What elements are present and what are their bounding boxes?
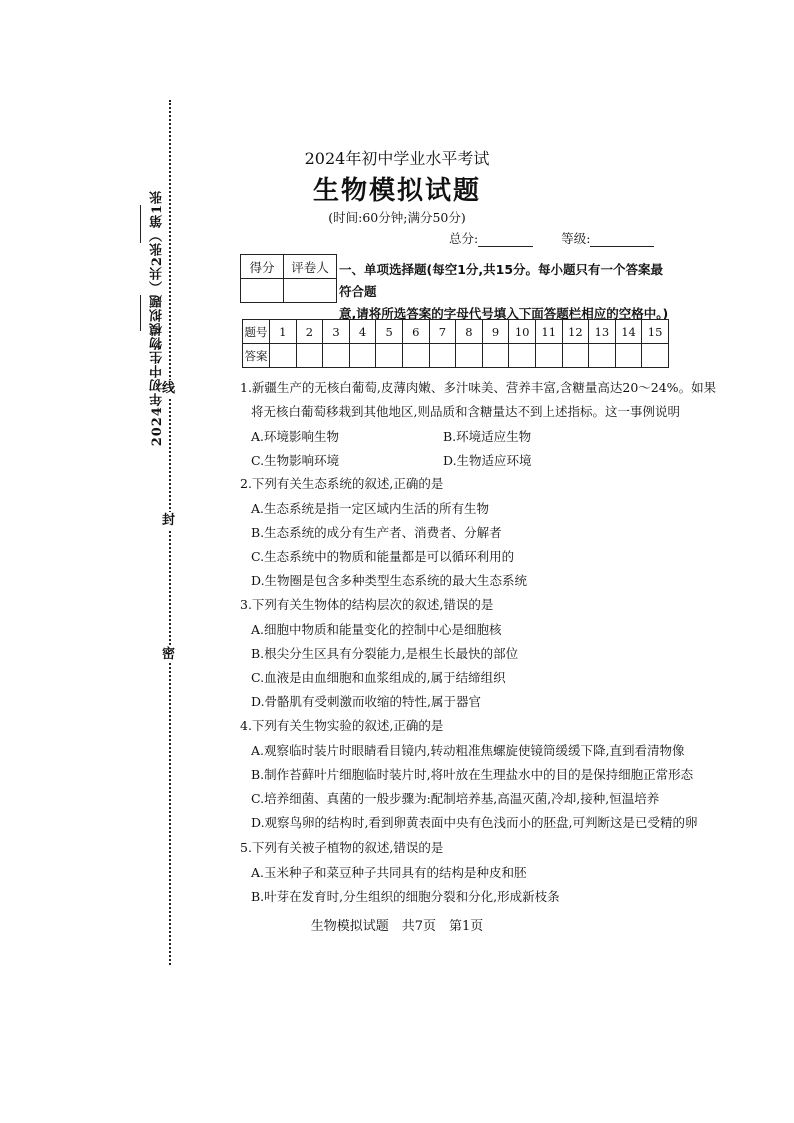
binding-blank-2	[140, 295, 142, 331]
q4-option-a: A.观察临时装片时眼睛看目镜内,转动粗准焦螺旋使镜筒缓缓下降,直到看清物像	[251, 743, 685, 758]
q1-option-c: C.生物影响环境	[251, 453, 340, 468]
exam-title: 2024年初中学业水平考试	[304, 149, 490, 168]
answer-cell[interactable]	[323, 344, 350, 368]
answer-cell[interactable]	[456, 344, 483, 368]
answer-cell[interactable]	[509, 344, 536, 368]
answer-cell[interactable]	[562, 344, 589, 368]
q4-option-c: C.培养细菌、真菌的一般步骤为:配制培养基,高温灭菌,冷却,接种,恒温培养	[251, 791, 660, 806]
q4-option-b: B.制作苔藓叶片细胞临时装片时,将叶放在生理盐水中的目的是保持细胞正常形态	[251, 767, 694, 782]
time-info: (时间:60分钟;满分50分)	[328, 210, 466, 225]
answer-cell[interactable]	[349, 344, 376, 368]
total-label: 总分:	[449, 231, 479, 246]
question-number-label: 题号	[243, 320, 270, 344]
q5-option-a: A.玉米种子和菜豆种子共同具有的结构是种皮和胚	[251, 865, 527, 880]
question-number-cell: 15	[642, 320, 669, 344]
reviewer-cell[interactable]	[284, 279, 337, 303]
question-number-cell: 12	[562, 320, 589, 344]
answer-row	[243, 344, 669, 368]
q3-option-c: C.血液是由血细胞和血浆组成的,属于结缔组织	[251, 670, 506, 685]
subject-title: 生物模拟试题	[312, 176, 481, 206]
question-number-cell: 10	[509, 320, 536, 344]
answer-cell[interactable]	[482, 344, 509, 368]
question-number-cell: 7	[429, 320, 456, 344]
question-number-cell: 3	[323, 320, 350, 344]
score-cell[interactable]	[241, 279, 284, 303]
question-number-cell: 14	[615, 320, 642, 344]
question-number-cell: 9	[482, 320, 509, 344]
q2-stem: 2.下列有关生态系统的叙述,正确的是	[240, 476, 444, 491]
q1-stem-line2: 将无核白葡萄移栽到其他地区,则品质和含糖量达不到上述指标。这一事例说明	[251, 404, 680, 419]
q3-option-b: B.根尖分生区具有分裂能力,是根生长最快的部位	[251, 646, 519, 661]
question-number-cell: 5	[376, 320, 403, 344]
q2-option-a: A.生态系统是指一定区域内生活的所有生物	[251, 501, 490, 516]
section1-heading-line2: 意,请将所选答案的字母代号填入下面答题栏相应的空格中。)	[339, 306, 669, 321]
q1-option-a: A.环境影响生物	[251, 429, 340, 444]
q5-stem: 5.下列有关被子植物的叙述,错误的是	[240, 840, 444, 855]
answer-label: 答案	[243, 344, 270, 368]
score-label: 得分	[241, 255, 284, 279]
q2-option-c: C.生态系统中的物质和能量都是可以循环利用的	[251, 549, 515, 564]
q3-option-d: D.骨骼肌有受刺激而收缩的特性,属于器官	[251, 694, 482, 709]
q1-stem-line1: 1.新疆生产的无核白葡萄,皮薄肉嫩、多汁味美、营养丰富,含糖量高达20～24%。如果	[240, 380, 717, 395]
q1-option-d: D.生物适应环境	[443, 453, 532, 468]
score-row	[449, 229, 654, 247]
answer-cell[interactable]	[429, 344, 456, 368]
question-number-row	[243, 320, 669, 344]
section1-heading-line1: 一、单项选择题(每空1分,共15分。每小题只有一个答案最符合题	[339, 262, 664, 299]
question-number-cell: 4	[349, 320, 376, 344]
answer-cell[interactable]	[402, 344, 429, 368]
seal-char-xian: 线	[162, 381, 176, 396]
q1-option-b: B.环境适应生物	[443, 429, 532, 444]
q2-option-d: D.生物圈是包含多种类型生态系统的最大生态系统	[251, 573, 528, 588]
q3-stem: 3.下列有关生物体的结构层次的叙述,错误的是	[240, 597, 494, 612]
page-footer: 生物模拟试题 共7页 第1页	[310, 919, 484, 934]
q3-option-a: A.细胞中物质和能量变化的控制中心是细胞核	[251, 622, 502, 637]
answer-table	[242, 319, 669, 368]
seal-char-feng: 封	[162, 513, 176, 528]
question-number-cell: 6	[402, 320, 429, 344]
reviewer-label: 评卷人	[284, 255, 337, 279]
section1-heading	[339, 259, 669, 325]
seal-char-mi: 密	[162, 647, 176, 662]
binding-vertical-label: 2024年初中生物模拟题（共2张）第1张	[150, 190, 165, 447]
grade-blank[interactable]	[590, 232, 654, 247]
q5-option-b: B.叶芽在发育时,分生组织的细胞分裂和分化,形成新枝条	[251, 889, 560, 904]
question-number-cell: 13	[589, 320, 616, 344]
answer-cell[interactable]	[642, 344, 669, 368]
answer-cell[interactable]	[589, 344, 616, 368]
answer-cell[interactable]	[615, 344, 642, 368]
question-number-cell: 8	[456, 320, 483, 344]
total-blank[interactable]	[478, 232, 533, 247]
answer-cell[interactable]	[376, 344, 403, 368]
answer-cell[interactable]	[270, 344, 297, 368]
q4-option-d: D.观察鸟卵的结构时,看到卵黄表面中央有色浅而小的胚盘,可判断这是已受精的卵	[251, 815, 698, 830]
answer-cell[interactable]	[296, 344, 323, 368]
q2-option-b: B.生态系统的成分有生产者、消费者、分解者	[251, 525, 502, 540]
q4-stem: 4.下列有关生物实验的叙述,正确的是	[240, 718, 444, 733]
grade-label: 等级:	[561, 231, 591, 246]
question-number-cell: 11	[535, 320, 562, 344]
answer-cell[interactable]	[535, 344, 562, 368]
question-number-cell: 2	[296, 320, 323, 344]
grader-box	[240, 254, 337, 303]
question-number-cell: 1	[270, 320, 297, 344]
binding-dotted-line	[169, 100, 171, 965]
